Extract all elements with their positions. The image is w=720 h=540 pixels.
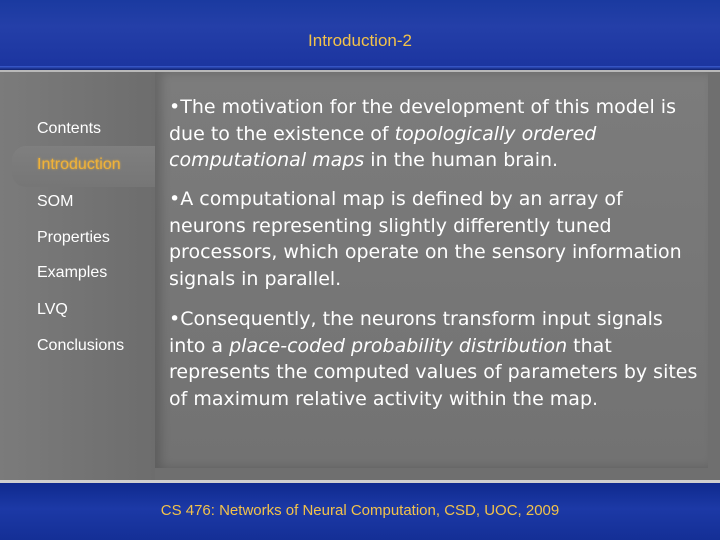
bullet-1-text-end: in the human brain. — [364, 149, 559, 171]
sidebar-item-properties[interactable]: Properties — [37, 229, 110, 246]
sidebar-item-som[interactable]: SOM — [37, 193, 74, 210]
bullet-3-emphasis: place-coded probability distribution — [229, 334, 568, 357]
slide-content — [155, 72, 708, 468]
bullet-2-text: •A computational map is defined by an array of neurons representing slightly differently tuned processors, which operate on the sensory information signals in parallel. — [169, 188, 682, 290]
sidebar-item-lvq[interactable]: LVQ — [37, 301, 68, 318]
sidebar-item-conclusions[interactable]: Conclusions — [37, 337, 125, 354]
slide-footer — [0, 483, 720, 540]
bullet-paragraph-1 — [169, 94, 699, 174]
bullet-paragraph-3 — [169, 306, 699, 412]
bullet-1-emphasis: topologically ordered computational maps — [169, 122, 597, 171]
bullet-paragraph-2 — [169, 186, 699, 292]
slide-title: Introduction-2 — [308, 31, 412, 50]
sidebar-item-examples[interactable]: Examples — [37, 264, 108, 281]
sidebar-item-contents[interactable]: Contents — [37, 120, 102, 137]
bullet-3-text-end: that represents the computed values of parameters by sites of maximum relative activity within the map. — [169, 334, 698, 410]
bullet-3-text: •Consequently, the neurons transform input signals into a — [169, 308, 663, 357]
footer-text: CS 476: Networks of Neural Computation, CSD, UOC, 2009 — [160, 502, 560, 519]
sidebar — [0, 72, 155, 480]
sidebar-item-introduction[interactable]: Introduction — [37, 156, 121, 173]
bullet-1-text: •The motivation for the development of this model is due to the existence of — [169, 96, 676, 145]
slide-header — [0, 0, 720, 66]
